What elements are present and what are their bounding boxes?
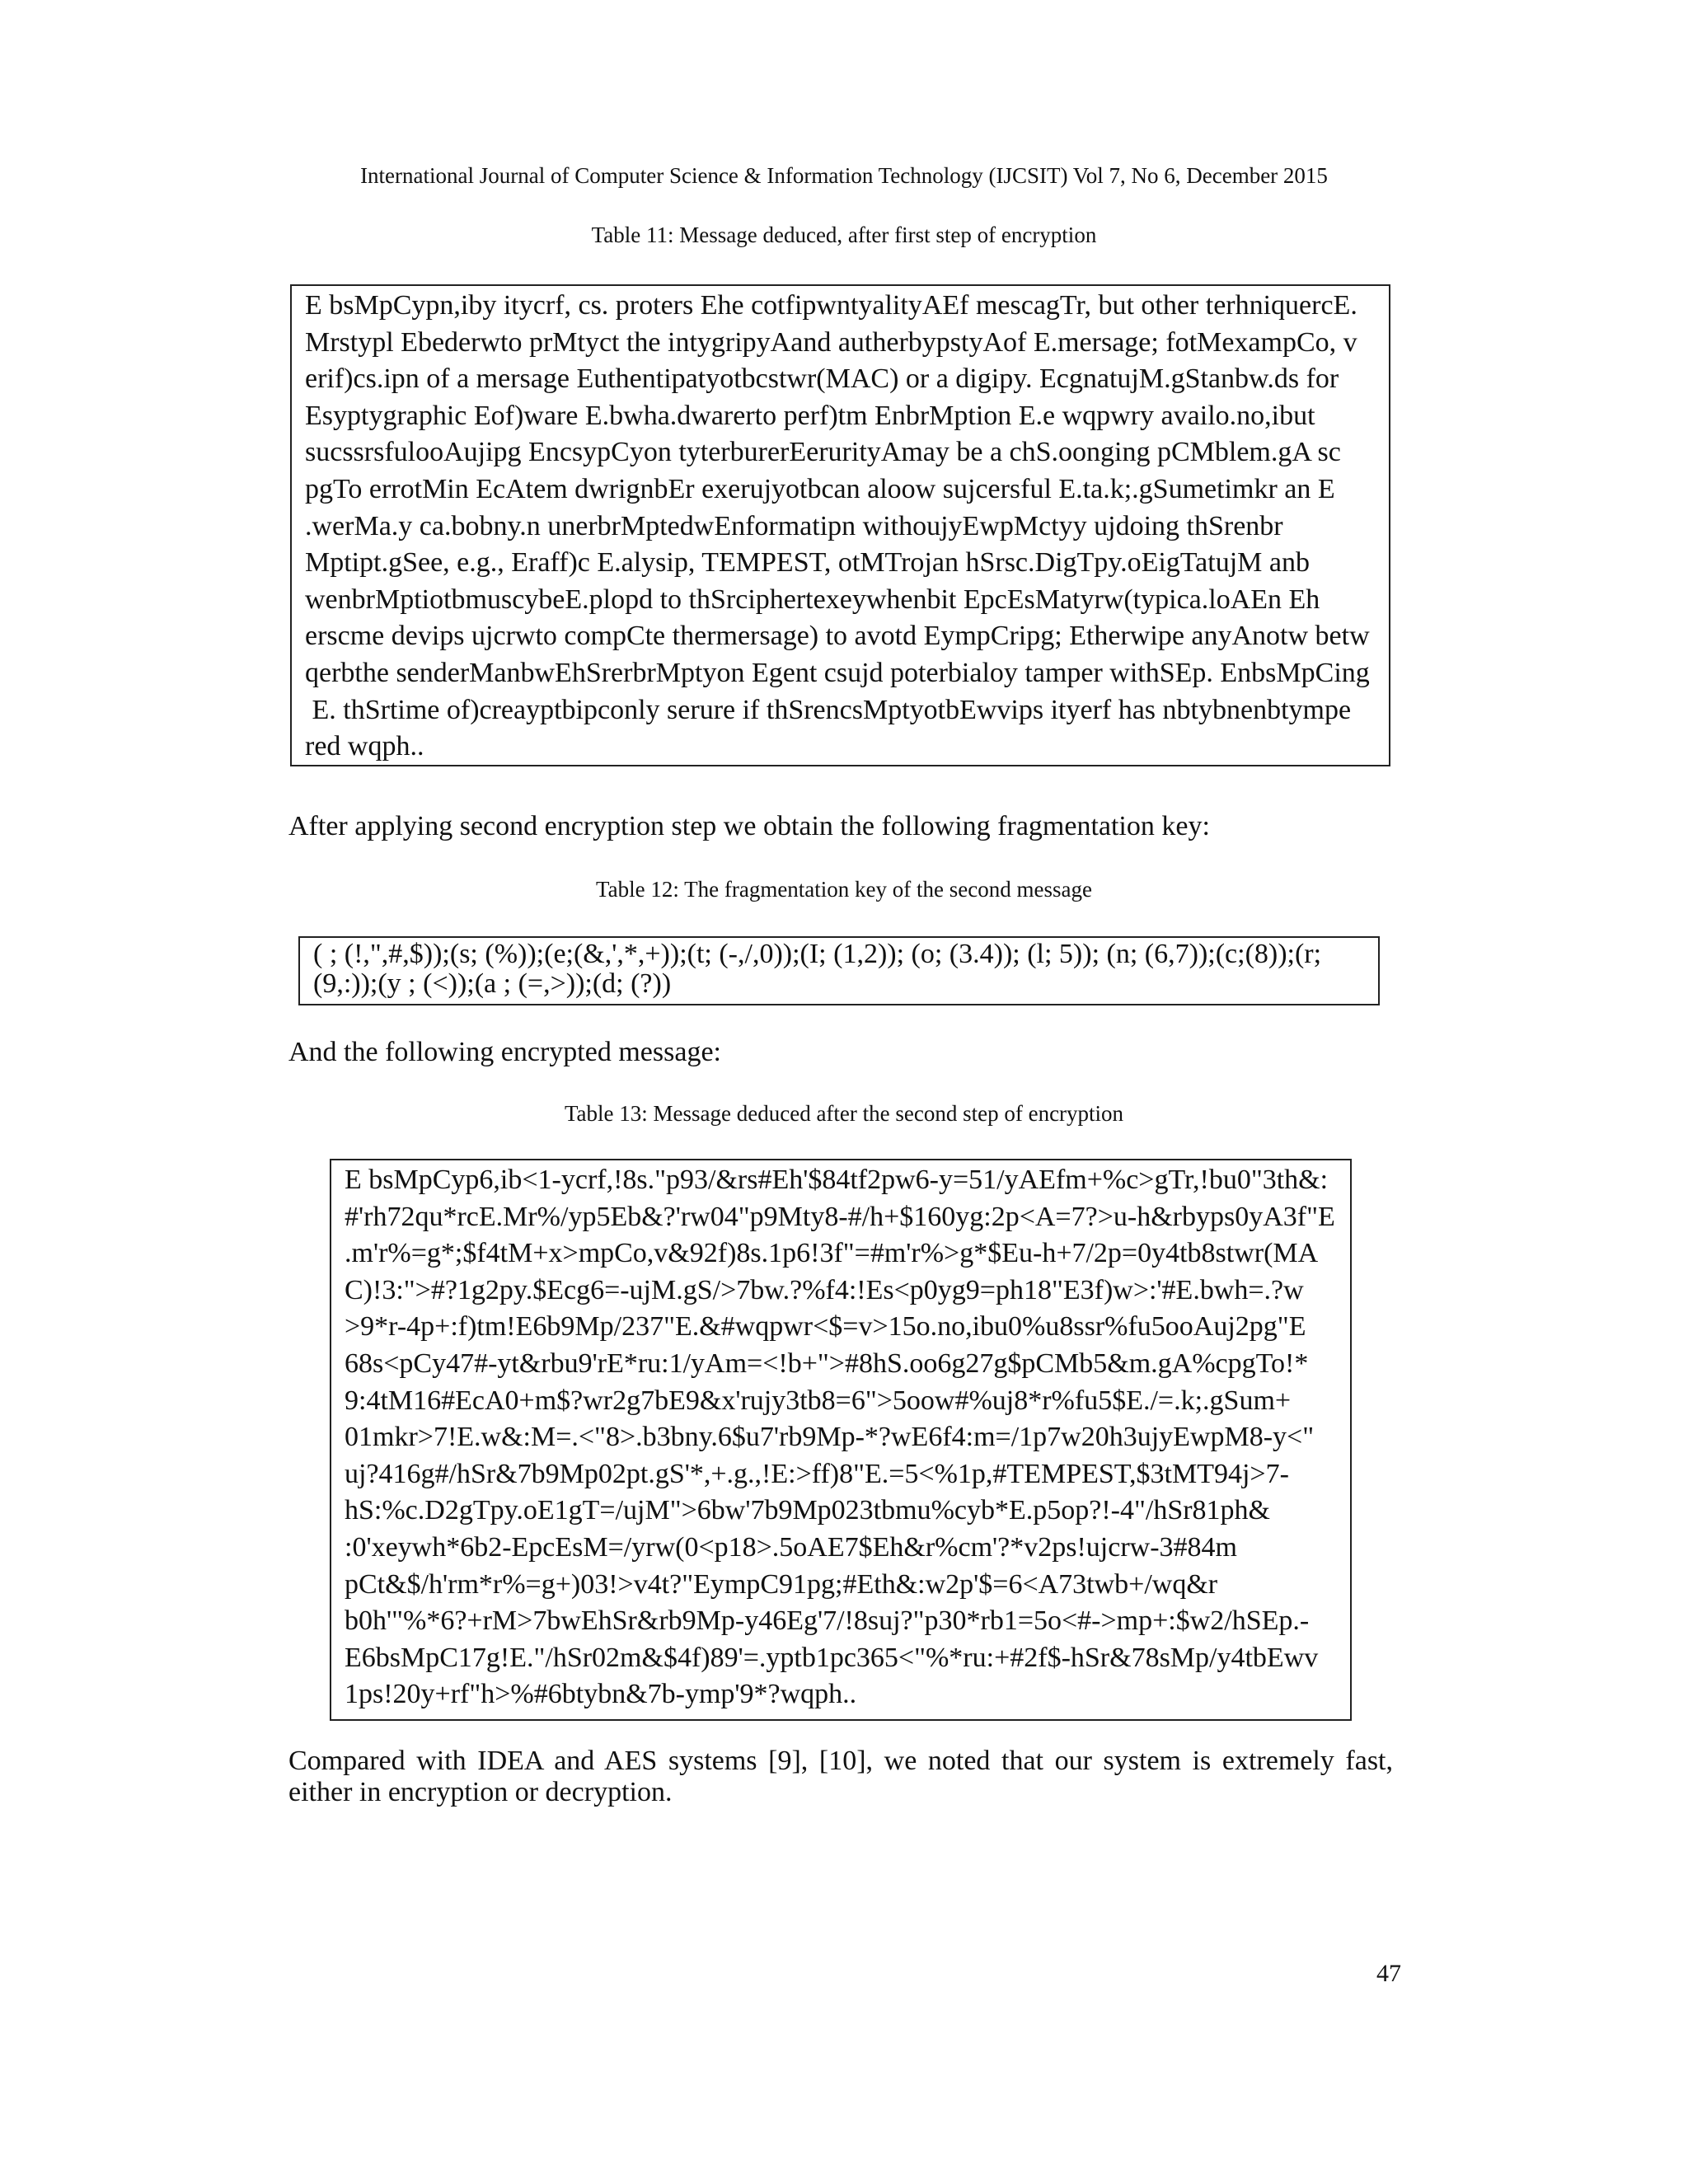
table-line: .werMa.y ca.bobny.n unerbrMptedwEnformatipn withoujyEwpMctyy ujdoing thSrenbr — [305, 510, 1283, 541]
table-13-box — [330, 1159, 1352, 1721]
table-13-caption: Table 13: Message deduced after the second step of encryption — [564, 1101, 1124, 1126]
table-line: E6bsMpC17g!E."/hSr02m&$4f)89'=.yptb1pc365<"%*ru:+#2f$-hSr&78sMp/y4tbEwv — [345, 1642, 1319, 1673]
table-line: Mrstypl Ebederwto prMtyct the intygripyAand autherbypstyAof E.mersage; fotMexampCo, v — [305, 326, 1357, 358]
table-line: E bsMpCyp6,ib<1-ycrf,!8s."p93/&rs#Eh'$84tf2pw6-y=51/yAEfm+%c>gTr,!bu0"3th&: — [345, 1165, 1329, 1195]
table-line: qerbthe senderManbwEhSrerbrMptyon Egent csujd poterbialoy tamper withSEp. EnbsMpCing — [305, 657, 1370, 688]
table-line: .m'r%=g*;$f4tM+x>mpCo,v&92f)8s.1p6!3f"=#m'r%>g*$Eu-h+7/2p=0y4tb8stwr(MA — [345, 1238, 1319, 1269]
table-line: hS:%c.D2gTpy.oE1gT=/ujM">6bw'7b9Mp023tbmu%cyb*E.p5op?!-4"/hSr81ph& — [345, 1495, 1270, 1526]
table-line: >9*r-4p+:f)tm!E6b9Mp/237"E.&#wqpwr<$=v>15o.no,ibu0%u8ssr%fu5ooAuj2pg"E — [345, 1311, 1306, 1343]
table-line: #'rh72qu*rcE.Mr%/yp5Eb&?'rw04"p9Mty8-#/h+$160yg:2p<A=7?>u-h&rbyps0yA3f"E — [345, 1201, 1335, 1232]
table-12-box — [298, 936, 1380, 1005]
table-line: 68s<pCy47#-yt&rbu9'rE*ru:1/yAm=<!b+">#8hS.oo6g27g$pCMb5&m.gA%cpgTo!* — [345, 1347, 1309, 1379]
table-line: pCt&$/h'rm*r%=g+)03!>v4t?"EympC91pg;#Eth&:w2p'$=6<A73twb+/wq&r — [345, 1568, 1218, 1600]
table-line: :0'xeywh*6b2-EpcEsM=/yrw(0<p18>.5oAE7$Eh&r%cm'?*v2ps!ujcrw-3#84m — [345, 1531, 1237, 1563]
table-line: 1ps!20y+rf"h>%#6btybn&7b-ymp'9*?wqph.. — [345, 1679, 857, 1710]
table-line: erif)cs.ipn of a mersage Euthentipatyotbcstwr(MAC) or a digipy. EcgnatujM.gStanbw.ds for — [305, 363, 1339, 395]
para-after-table-12: And the following encrypted message: — [288, 1037, 721, 1067]
table-line: Mptipt.gSee, e.g., Eraff)c E.alysip, TEMPEST, otMTrojan hSrsc.DigTpy.oEigTatujM anb — [305, 547, 1310, 579]
table-line: wenbrMptiotbmuscybeE.plopd to thSrciphertexeywhenbit EpcEsMatyrw(typica.loAEn Eh — [305, 583, 1320, 615]
table-line: Esyptygraphic Eof)ware E.bwha.dwarerto perf)tm EnbrMption E.e wqpwry availo.no,ibut — [305, 400, 1315, 431]
table-line: 01mkr>7!E.w&:M=.<"8>.b3bny.6$u7'rb9Mp-*?wE6f4:m=/1p7w20h3ujyEwpM8-y<" — [345, 1422, 1315, 1453]
table-line: 9:4tM16#EcA0+m$?wr2g7bE9&x'rujy3tb8=6">5oow#%uj8*r%fu5$E./=.k;.gSum+ — [345, 1385, 1292, 1416]
page-number: 47 — [1376, 1960, 1401, 1987]
table-line: E bsMpCypn,iby itycrf, cs. proters Ehe cotfipwntyalityAEf mescagTr, but other terhniquercE. — [305, 290, 1357, 321]
table-11-box — [290, 284, 1390, 766]
table-line: pgTo errotMin EcAtem dwrignbEr exerujyotbcan aloow sujcersful E.ta.k;.gSumetimkr an E — [305, 473, 1335, 504]
table-line: C)!3:">#?1g2py.$Ecg6=-ujM.gS/>7bw.?%f4:!Es<p0yg9=ph18"E3f)w>:'#E.bwh=.?w — [345, 1274, 1304, 1305]
table-line: b0h'"%*6?+rM>7bwEhSr&rb9Mp-y46Eg'7/!8suj?"p30*rb1=5o<#->mp+:$w2/hSEp.- — [345, 1605, 1310, 1637]
table-12-caption: Table 12: The fragmentation key of the second message — [596, 877, 1092, 902]
table-line: erscme devips ujcrwto compCte thermersage) to avotd EympCripg; Etherwipe anyAnotw betw — [305, 621, 1370, 652]
table-line: sucssrsfulooAujipg EncsypCyon tyterburerEerurityAmay be a chS.oonging pCMblem.gA sc — [305, 437, 1341, 468]
table-line: ( ; (!,",#,$));(s; (%));(e;(&,',*,+));(t; (-,/,0));(I; (1,2)); (o; (3.4)); (l; 5)); (n; (6,7));(c;(8));(r; — [313, 939, 1322, 969]
table-line: (9,:));(y ; (<));(a ; (=,>));(d; (?)) — [313, 968, 672, 999]
table-line: red wqph.. — [305, 731, 424, 762]
table-line: uj?416g#/hSr&7b9Mp02pt.gS'*,+.g.,!E:>ff)8"E.=5<%1p,#TEMPEST,$3tMT94j>7- — [345, 1458, 1289, 1489]
table-line: E. thSrtime of)creayptbipconly serure if thSrencsMptyotbEwvips ityerf has nbtybnenbtympe — [305, 694, 1352, 725]
running-head: International Journal of Computer Science & Information Technology (IJCSIT) Vol 7, No 6, December 2015 — [360, 163, 1328, 188]
table-11-caption: Table 11: Message deduced, after first step of encryption — [591, 223, 1097, 247]
para-conclusion: Compared with IDEA and AES systems [9], [10], we noted that our system is extremely fast, either in encryption or decryption. — [288, 1746, 1393, 1807]
para-after-table-11: After applying second encryption step we obtain the following fragmentation key: — [288, 811, 1210, 841]
